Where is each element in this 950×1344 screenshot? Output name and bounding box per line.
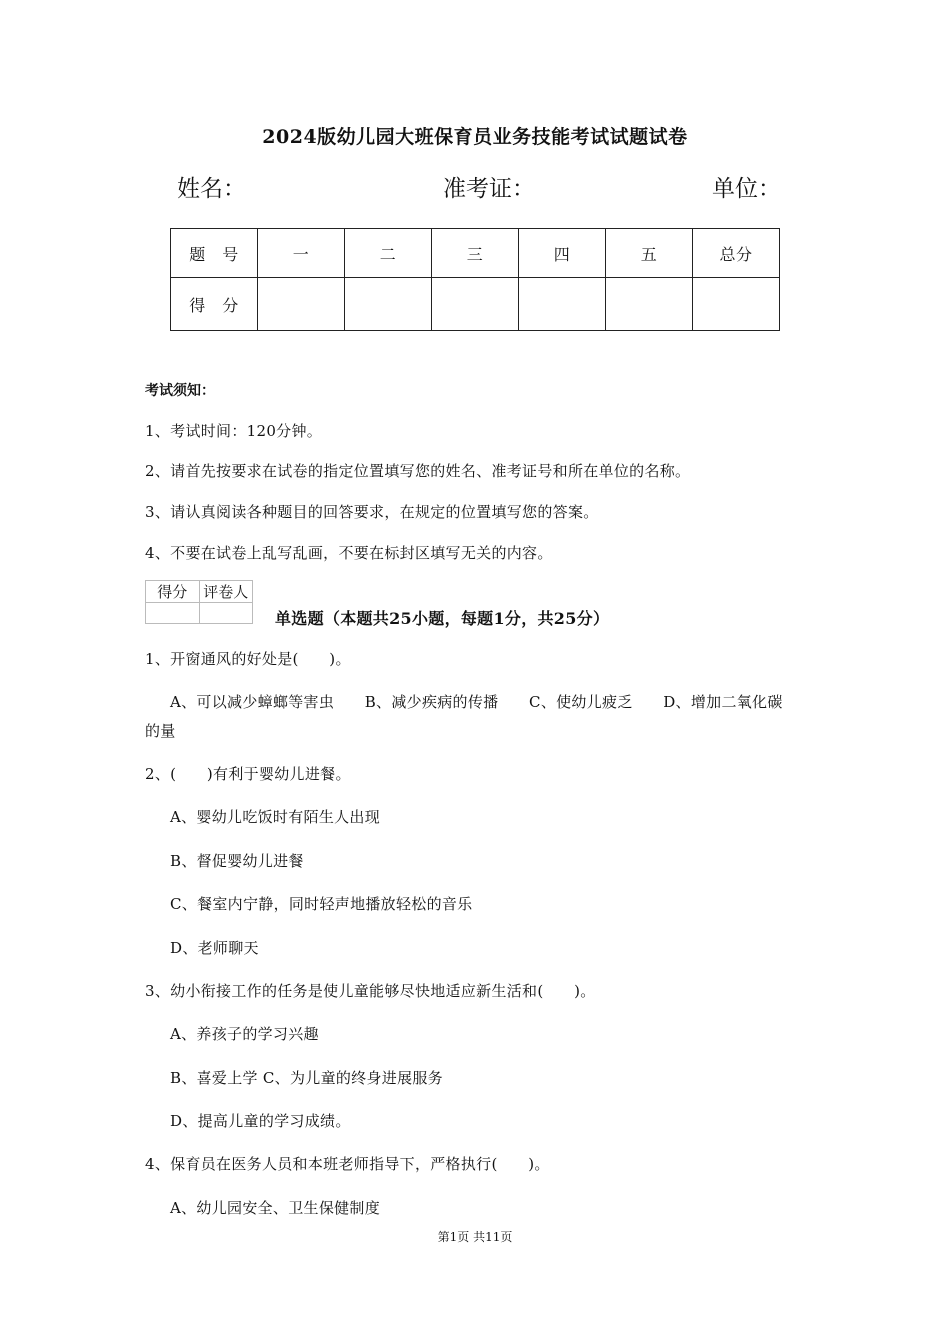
- score-table-header-cell: 三: [432, 229, 519, 278]
- question-option: A、养孩子的学习兴趣: [170, 1025, 319, 1043]
- question-stem: 2、( )有利于婴幼儿进餐。: [145, 765, 351, 783]
- score-cell[interactable]: [606, 278, 693, 331]
- score-table-header-cell: 总分: [693, 229, 780, 278]
- grader-name-cell[interactable]: [199, 603, 253, 624]
- score-table-header-cell: 一: [258, 229, 345, 278]
- notice-item: 1、考试时间：120分钟。: [145, 422, 323, 440]
- question-option: A、幼儿园安全、卫生保健制度: [170, 1199, 381, 1217]
- page-title: 2024版幼儿园大班保育员业务技能考试试题试卷: [262, 126, 688, 148]
- score-cell[interactable]: [432, 278, 519, 331]
- question-option: D、提高儿童的学习成绩。: [170, 1112, 351, 1130]
- score-table-header-cell: 五: [606, 229, 693, 278]
- name-label: 姓名：: [177, 176, 246, 202]
- score-cell[interactable]: [345, 278, 432, 331]
- question-option: C、餐室内宁静，同时轻声地播放轻松的音乐: [170, 895, 473, 913]
- question-stem: 3、幼小衔接工作的任务是使儿童能够尽快地适应新生活和( )。: [145, 982, 596, 1000]
- question-option: B、督促婴幼儿进餐: [170, 852, 304, 870]
- question-option: D、老师聊天: [170, 939, 259, 957]
- question-option: B、喜爱上学 C、为儿童的终身进展服务: [170, 1069, 443, 1087]
- grader-name-label: 评卷人: [199, 581, 253, 603]
- unit-label: 单位：: [712, 176, 781, 202]
- question-options-continued: 的量: [145, 722, 176, 740]
- notice-item: 3、请认真阅读各种题目的回答要求，在规定的位置填写您的答案。: [145, 503, 599, 521]
- question-stem: 4、保育员在医务人员和本班老师指导下，严格执行( )。: [145, 1155, 550, 1173]
- grader-score-cell[interactable]: [146, 603, 200, 624]
- score-cell[interactable]: [258, 278, 345, 331]
- notice-item: 4、不要在试卷上乱写乱画，不要在标封区填写无关的内容。: [145, 544, 553, 562]
- page-footer: 第1页 共11页: [437, 1230, 513, 1244]
- score-table-header-row: [171, 229, 780, 278]
- grader-box: [145, 580, 253, 624]
- grader-score-label: 得分: [146, 581, 200, 603]
- notice-item: 2、请首先按要求在试卷的指定位置填写您的姓名、准考证号和所在单位的名称。: [145, 462, 691, 480]
- score-table-header-cell: 题 号: [171, 229, 258, 278]
- score-table-header-cell: 二: [345, 229, 432, 278]
- notice-heading: 考试须知：: [145, 383, 215, 399]
- score-cell[interactable]: [519, 278, 606, 331]
- question-option: A、婴幼儿吃饭时有陌生人出现: [170, 808, 381, 826]
- score-row-label: 得 分: [171, 278, 258, 331]
- score-table-header-cell: 四: [519, 229, 606, 278]
- section-title: 单选题（本题共25小题，每题1分，共25分）: [275, 609, 610, 628]
- exam-id-label: 准考证：: [443, 176, 535, 202]
- score-cell[interactable]: [693, 278, 780, 331]
- score-table: [170, 228, 780, 331]
- question-options: A、可以减少蟑螂等害虫 B、减少疾病的传播 C、使幼儿疲乏 D、增加二氧化碳: [170, 693, 783, 711]
- question-stem: 1、开窗通风的好处是( )。: [145, 650, 351, 668]
- score-table-score-row: [171, 278, 780, 331]
